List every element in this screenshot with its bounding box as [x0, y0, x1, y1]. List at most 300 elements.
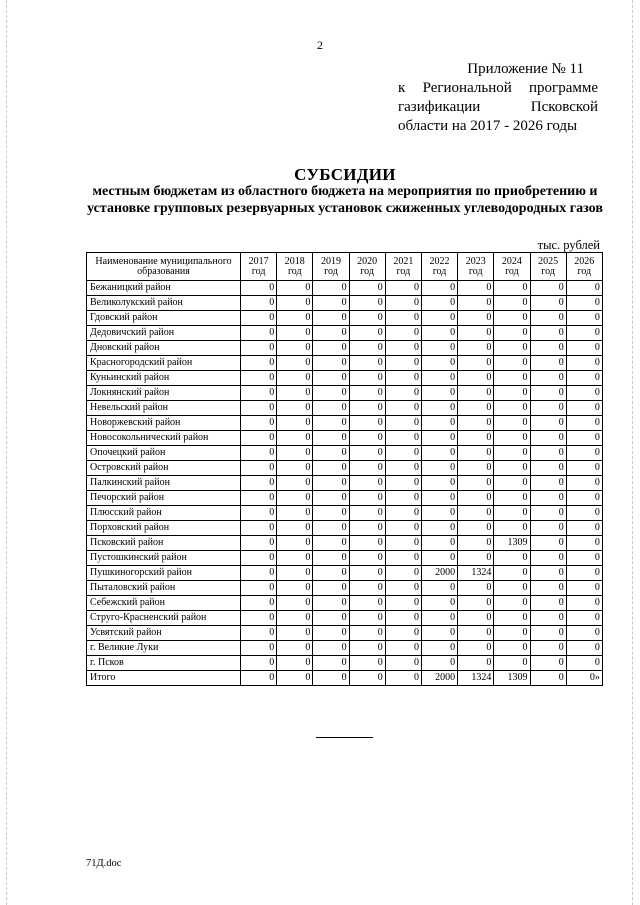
subsidy-value: 0	[421, 281, 457, 296]
column-header-year: 2025 год	[530, 253, 566, 281]
subsidy-value: 0	[241, 311, 277, 326]
subsidy-value: 1309	[494, 536, 530, 551]
column-header-year: 2018 год	[277, 253, 313, 281]
appendix-line-4: области на 2017 - 2026 годы	[398, 118, 578, 134]
subsidy-value: 0	[566, 356, 602, 371]
subsidy-value: 0	[313, 281, 349, 296]
subsidy-value: 0	[385, 281, 421, 296]
subsidy-value: 0	[313, 371, 349, 386]
appendix-line-1: Приложение № 11	[467, 61, 584, 77]
subsidy-value: 0	[277, 611, 313, 626]
separator-line	[316, 737, 373, 738]
subsidy-value: 0	[313, 641, 349, 656]
subsidy-value: 0	[241, 296, 277, 311]
table-row	[87, 326, 603, 341]
scan-edge-right	[632, 0, 634, 905]
subsidy-value: 0	[494, 356, 530, 371]
subsidy-value: 0	[494, 491, 530, 506]
units-label: тыс. рублей	[537, 238, 600, 252]
table-row	[87, 446, 603, 461]
subsidy-value: 0	[458, 341, 494, 356]
subsidy-value: 0	[566, 596, 602, 611]
municipality-name: Красногородский район	[87, 356, 241, 371]
subsidy-value: 0	[277, 536, 313, 551]
subsidy-value: 0	[241, 371, 277, 386]
subsidy-value: 0	[494, 476, 530, 491]
subsidy-value: 0	[349, 506, 385, 521]
subsidy-value: 0	[313, 431, 349, 446]
subsidy-value: 0	[241, 446, 277, 461]
subsidy-value: 0	[530, 521, 566, 536]
municipality-name: Островский район	[87, 461, 241, 476]
subsidy-value: 0	[385, 566, 421, 581]
subsidy-value: 0	[566, 341, 602, 356]
subsidy-value: 0	[421, 326, 457, 341]
page-number: 2	[317, 38, 323, 52]
subsidy-value: 0	[421, 491, 457, 506]
subsidy-value: 0	[313, 446, 349, 461]
subsidy-value: 0	[458, 491, 494, 506]
subsidy-value: 0	[494, 461, 530, 476]
subsidy-value: 0	[277, 326, 313, 341]
subsidy-value: 0	[566, 521, 602, 536]
subsidy-value: 0	[349, 596, 385, 611]
subsidy-value: 0	[241, 611, 277, 626]
subsidy-value: 0	[566, 536, 602, 551]
subsidy-value: 0	[385, 371, 421, 386]
subsidy-value: 0	[421, 296, 457, 311]
subsidy-value: 0	[530, 551, 566, 566]
subsidy-value: 0	[566, 611, 602, 626]
subsidy-value: 0	[566, 551, 602, 566]
subsidy-value: 0	[241, 476, 277, 491]
subsidy-value: 0	[385, 491, 421, 506]
subsidy-value: 0	[349, 401, 385, 416]
subsidy-value: 0	[566, 566, 602, 581]
subsidy-value: 0	[458, 461, 494, 476]
subsidy-value: 0	[241, 461, 277, 476]
subsidy-value: 0	[241, 326, 277, 341]
subsidy-value: 0	[277, 386, 313, 401]
table-row	[87, 356, 603, 371]
subsidy-value: 0	[241, 641, 277, 656]
subsidy-value: 0	[277, 461, 313, 476]
table-row	[87, 581, 603, 596]
subsidy-value: 0	[494, 611, 530, 626]
subsidy-value: 0	[349, 311, 385, 326]
subsidy-value: 0	[313, 311, 349, 326]
subsidies-table	[86, 252, 603, 686]
subsidy-value: 0	[530, 536, 566, 551]
municipality-name: Псковский район	[87, 536, 241, 551]
subsidy-value: 0	[530, 671, 566, 686]
subsidy-value: 0	[566, 581, 602, 596]
subsidy-value: 0	[494, 581, 530, 596]
table-row	[87, 371, 603, 386]
subsidy-value: 0	[313, 476, 349, 491]
appendix-line-2-right: программе	[529, 80, 598, 96]
subsidy-value: 0	[458, 611, 494, 626]
table-row	[87, 656, 603, 671]
subsidy-value: 0	[421, 371, 457, 386]
subsidy-value: 0	[385, 536, 421, 551]
municipality-name: г. Великие Луки	[87, 641, 241, 656]
table-row	[87, 491, 603, 506]
subsidy-value: 0	[566, 431, 602, 446]
subsidy-value: 0	[385, 581, 421, 596]
subsidy-value: 0	[421, 356, 457, 371]
table-row	[87, 311, 603, 326]
table-row	[87, 536, 603, 551]
subsidy-value: 0	[566, 326, 602, 341]
municipality-name: Пыталовский район	[87, 581, 241, 596]
subsidy-value: 0	[349, 386, 385, 401]
subsidy-value: 0	[530, 491, 566, 506]
subsidy-value: 0	[458, 416, 494, 431]
subsidy-value: 1324	[458, 566, 494, 581]
table-row	[87, 596, 603, 611]
subsidy-value: 0	[566, 491, 602, 506]
subsidy-value: 0	[421, 611, 457, 626]
scan-edge-left	[6, 0, 8, 905]
municipality-name: Струго-Красненский район	[87, 611, 241, 626]
subsidy-value: 0	[277, 416, 313, 431]
subsidy-value: 0	[421, 656, 457, 671]
subsidy-value: 0	[277, 431, 313, 446]
column-header-year: 2026 год	[566, 253, 602, 281]
subsidy-value: 0	[349, 491, 385, 506]
table-row	[87, 386, 603, 401]
subsidy-value: 0	[566, 656, 602, 671]
subsidy-value: 0	[277, 341, 313, 356]
column-header-name: Наименование муниципального образования	[87, 253, 241, 281]
subsidy-value: 0	[566, 386, 602, 401]
table-header-row	[87, 253, 603, 281]
subsidy-value: 0	[494, 596, 530, 611]
subsidy-value: 0	[349, 521, 385, 536]
subsidy-value: 0	[385, 521, 421, 536]
subsidy-value: 0	[277, 506, 313, 521]
subsidy-value: 0	[458, 281, 494, 296]
subsidy-value: 0	[313, 506, 349, 521]
subsidy-value: 0	[385, 431, 421, 446]
subsidy-value: 0	[241, 401, 277, 416]
subsidy-value: 0	[566, 461, 602, 476]
column-header-year: 2017 год	[241, 253, 277, 281]
subsidy-value: 0	[458, 521, 494, 536]
subsidy-value: 0	[385, 641, 421, 656]
subsidy-value: 0	[421, 506, 457, 521]
subsidy-value: 0	[277, 311, 313, 326]
subsidy-value: 0	[385, 311, 421, 326]
subsidy-value: 0	[494, 311, 530, 326]
municipality-name: г. Псков	[87, 656, 241, 671]
subsidy-value: 0	[241, 386, 277, 401]
subsidy-value: 0	[277, 596, 313, 611]
subsidy-value: 0	[277, 476, 313, 491]
table-body	[87, 281, 603, 686]
subsidy-value: 0	[494, 656, 530, 671]
subsidy-value: 0	[385, 356, 421, 371]
subsidy-value: 0	[494, 416, 530, 431]
subsidy-value: 0	[421, 551, 457, 566]
municipality-name: Порховский район	[87, 521, 241, 536]
subsidy-value: 0	[458, 386, 494, 401]
subsidy-value: 0	[241, 341, 277, 356]
table-row	[87, 401, 603, 416]
subsidy-value: 0	[349, 581, 385, 596]
subsidy-value: 0	[385, 296, 421, 311]
subsidy-value: 0	[530, 416, 566, 431]
subsidy-value: 0	[530, 371, 566, 386]
subsidy-value: 0	[530, 506, 566, 521]
subsidy-value: 0	[421, 461, 457, 476]
subsidy-value: 0	[277, 401, 313, 416]
subsidy-value: 0	[277, 551, 313, 566]
subsidy-value: 0	[277, 641, 313, 656]
subsidy-value: 0	[494, 446, 530, 461]
subsidy-value: 0	[349, 446, 385, 461]
municipality-name: Опочецкий район	[87, 446, 241, 461]
subsidy-value: 0	[385, 626, 421, 641]
subsidy-value: 0	[458, 506, 494, 521]
table-row	[87, 416, 603, 431]
subsidy-value: 0	[313, 566, 349, 581]
subsidy-value: 0	[458, 356, 494, 371]
municipality-name: Гдовский район	[87, 311, 241, 326]
subsidy-value: 0	[458, 326, 494, 341]
subsidy-value: 0	[385, 461, 421, 476]
subsidy-value: 0	[458, 656, 494, 671]
subsidy-value: 0	[566, 416, 602, 431]
subsidy-value: 0	[349, 566, 385, 581]
municipality-name: Пустошкинский район	[87, 551, 241, 566]
table-row	[87, 431, 603, 446]
subsidy-value: 0	[241, 506, 277, 521]
column-header-year: 2019 год	[313, 253, 349, 281]
subsidy-value: 0	[530, 626, 566, 641]
table-row	[87, 626, 603, 641]
subsidy-value: 0	[494, 386, 530, 401]
subsidy-value: 0	[349, 611, 385, 626]
subsidy-value: 0»	[566, 671, 602, 686]
subsidy-value: 0	[494, 551, 530, 566]
subsidy-value: 0	[313, 296, 349, 311]
column-header-year: 2023 год	[458, 253, 494, 281]
table-row	[87, 641, 603, 656]
subsidy-value: 0	[277, 581, 313, 596]
subsidy-value: 0	[385, 416, 421, 431]
municipality-name: Палкинский район	[87, 476, 241, 491]
subsidy-value: 0	[458, 371, 494, 386]
subsidy-value: 0	[458, 401, 494, 416]
table-row	[87, 296, 603, 311]
subsidy-value: 0	[313, 461, 349, 476]
subsidy-value: 0	[421, 341, 457, 356]
subsidy-value: 0	[313, 671, 349, 686]
subsidy-value: 0	[241, 491, 277, 506]
subsidy-value: 0	[313, 551, 349, 566]
subsidy-value: 0	[530, 281, 566, 296]
subsidy-value: 0	[458, 596, 494, 611]
subsidy-value: 0	[349, 626, 385, 641]
subsidy-value: 0	[494, 521, 530, 536]
subsidy-value: 0	[566, 401, 602, 416]
subsidy-value: 0	[241, 521, 277, 536]
subsidy-value: 0	[566, 641, 602, 656]
subsidy-value: 0	[566, 311, 602, 326]
municipality-name: Бежаницкий район	[87, 281, 241, 296]
subsidy-value: 0	[313, 626, 349, 641]
subsidy-value: 0	[385, 326, 421, 341]
subsidy-value: 0	[385, 671, 421, 686]
subsidy-value: 0	[385, 446, 421, 461]
subsidy-value: 0	[349, 641, 385, 656]
subsidy-value: 0	[421, 431, 457, 446]
subsidy-value: 0	[277, 671, 313, 686]
table-row	[87, 476, 603, 491]
subsidy-value: 0	[313, 386, 349, 401]
subsidy-value: 0	[349, 536, 385, 551]
subsidy-value: 0	[313, 596, 349, 611]
subsidy-value: 0	[566, 296, 602, 311]
municipality-name: Пушкиногорский район	[87, 566, 241, 581]
subsidy-value: 0	[385, 656, 421, 671]
subsidy-value: 0	[494, 326, 530, 341]
municipality-name: Новоржевский район	[87, 416, 241, 431]
subsidy-value: 0	[385, 476, 421, 491]
subsidy-value: 0	[277, 566, 313, 581]
subsidy-value: 0	[241, 581, 277, 596]
subsidy-value: 0	[458, 641, 494, 656]
subsidy-value: 0	[349, 326, 385, 341]
subsidy-value: 0	[313, 536, 349, 551]
municipality-name: Усвятский район	[87, 626, 241, 641]
subsidy-value: 0	[349, 356, 385, 371]
subsidy-value: 0	[530, 581, 566, 596]
appendix-line-2	[398, 79, 598, 98]
subsidy-value: 0	[494, 371, 530, 386]
subsidy-value: 0	[241, 416, 277, 431]
subsidy-value: 0	[458, 581, 494, 596]
subsidy-value: 0	[385, 611, 421, 626]
subsidy-value: 0	[494, 296, 530, 311]
table-row	[87, 671, 603, 686]
document-title: СУБСИДИИ	[294, 165, 396, 184]
subsidy-value: 0	[530, 296, 566, 311]
subsidy-value: 0	[530, 431, 566, 446]
subsidy-value: 2000	[421, 566, 457, 581]
subsidy-value: 0	[349, 671, 385, 686]
subsidy-value: 0	[530, 461, 566, 476]
municipality-name: Дедовичский район	[87, 326, 241, 341]
municipality-name: Великолукский район	[87, 296, 241, 311]
appendix-line-3	[398, 98, 598, 117]
subsidy-value: 0	[349, 341, 385, 356]
appendix-line-2-mid: Региональной	[422, 80, 512, 96]
subsidy-value: 0	[566, 626, 602, 641]
subsidy-value: 0	[277, 281, 313, 296]
subsidy-value: 0	[421, 581, 457, 596]
column-header-year: 2020 год	[349, 253, 385, 281]
subsidy-value: 0	[241, 671, 277, 686]
subsidy-value: 0	[530, 641, 566, 656]
municipality-name: Себежский район	[87, 596, 241, 611]
subsidy-value: 0	[566, 476, 602, 491]
subsidy-value: 0	[241, 566, 277, 581]
subsidy-value: 0	[313, 341, 349, 356]
footer-filename: 71Д.doc	[86, 858, 122, 869]
municipality-name: Дновский район	[87, 341, 241, 356]
subsidy-value: 0	[458, 431, 494, 446]
subsidy-value: 0	[349, 461, 385, 476]
municipality-name: Печорский район	[87, 491, 241, 506]
subsidy-value: 0	[494, 431, 530, 446]
subsidy-value: 0	[421, 536, 457, 551]
document-subtitle: местным бюджетам из областного бюджета на мероприятия по приобретению и установке групповых резервуарных установок сжиженных углеводородных газов	[87, 184, 603, 216]
subsidy-value: 0	[277, 296, 313, 311]
municipality-name: Итого	[87, 671, 241, 686]
municipality-name: Куньинский район	[87, 371, 241, 386]
subsidy-value: 0	[241, 656, 277, 671]
table-row	[87, 611, 603, 626]
subsidy-value: 0	[277, 626, 313, 641]
column-header-year: 2022 год	[421, 253, 457, 281]
appendix-line-3-right: Псковской	[530, 99, 598, 115]
subsidy-value: 0	[349, 371, 385, 386]
subsidy-value: 0	[458, 446, 494, 461]
subsidy-value: 0	[277, 446, 313, 461]
municipality-name: Новосокольнический район	[87, 431, 241, 446]
subsidy-value: 0	[421, 401, 457, 416]
subsidy-value: 0	[530, 656, 566, 671]
subsidy-value: 0	[421, 521, 457, 536]
subsidy-value: 0	[494, 341, 530, 356]
subsidy-value: 0	[494, 281, 530, 296]
subsidy-value: 0	[313, 611, 349, 626]
table-row	[87, 281, 603, 296]
subsidy-value: 0	[349, 281, 385, 296]
subsidy-value: 0	[566, 281, 602, 296]
appendix-line-3-left: газификации	[398, 99, 481, 115]
subsidy-value: 0	[241, 596, 277, 611]
subsidy-value: 0	[494, 641, 530, 656]
subsidy-value: 0	[241, 431, 277, 446]
subsidy-value: 0	[458, 626, 494, 641]
subsidy-value: 0	[566, 371, 602, 386]
appendix-header	[398, 60, 598, 136]
column-header-year: 2024 год	[494, 253, 530, 281]
subsidy-value: 0	[494, 566, 530, 581]
subsidy-value: 0	[530, 326, 566, 341]
subsidy-value: 0	[530, 446, 566, 461]
subsidy-value: 1324	[458, 671, 494, 686]
subsidy-value: 0	[313, 656, 349, 671]
subsidy-value: 0	[277, 491, 313, 506]
subsidy-value: 0	[421, 446, 457, 461]
subsidy-value: 0	[530, 611, 566, 626]
subsidy-value: 0	[349, 656, 385, 671]
subsidy-value: 0	[458, 476, 494, 491]
subsidy-value: 0	[241, 536, 277, 551]
subsidy-value: 0	[313, 491, 349, 506]
subsidy-value: 0	[421, 311, 457, 326]
subsidy-value: 0	[421, 476, 457, 491]
subsidy-value: 0	[313, 401, 349, 416]
subsidy-value: 0	[385, 506, 421, 521]
subsidy-value: 0	[277, 521, 313, 536]
subsidy-value: 0	[385, 401, 421, 416]
